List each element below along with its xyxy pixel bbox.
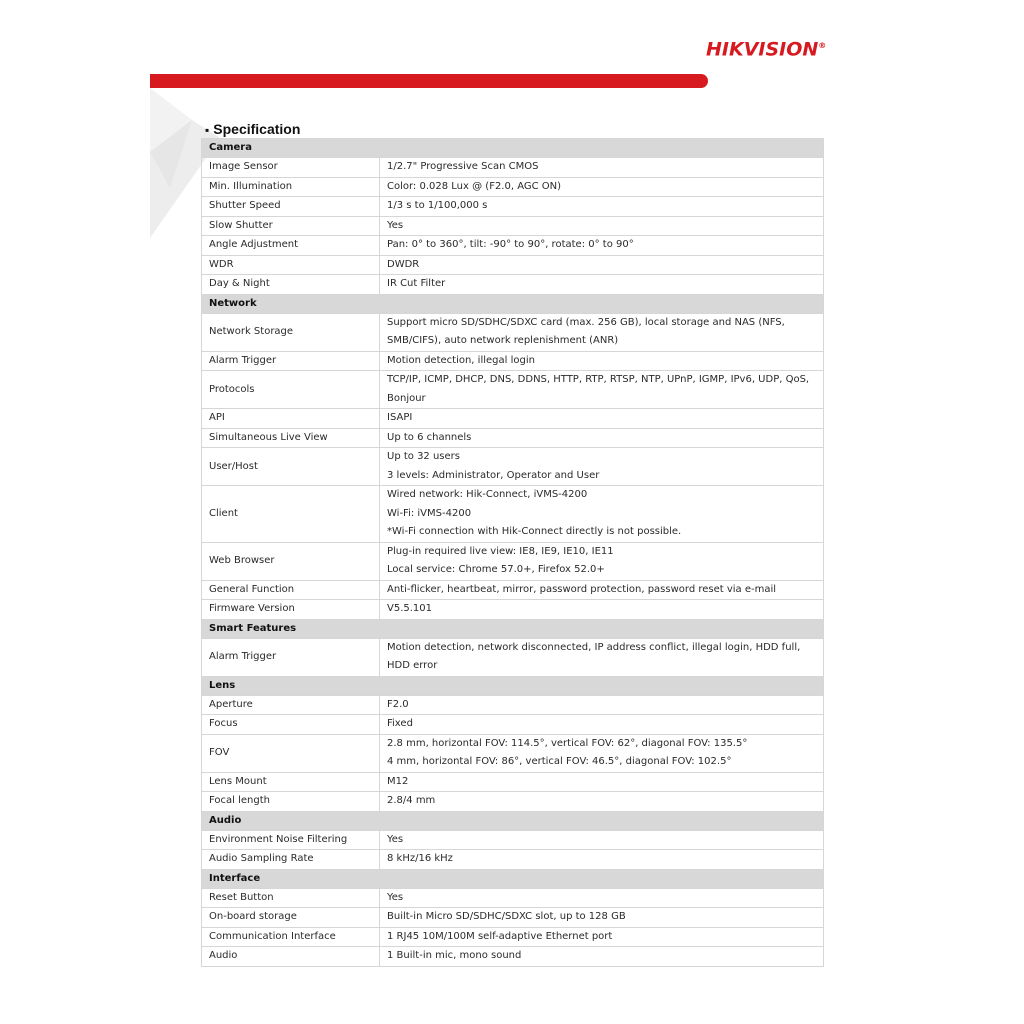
spec-value-line: 8 kHz/16 kHz [387, 853, 453, 864]
spec-row [202, 428, 824, 448]
spec-row [202, 792, 824, 812]
category-title: Smart Features [202, 619, 824, 638]
spec-row [202, 830, 824, 850]
spec-value [380, 908, 824, 928]
spec-label: Focal length [202, 792, 380, 812]
spec-value [380, 850, 824, 870]
spec-value-line: Wi-Fi: iVMS-4200 [387, 507, 472, 519]
spec-label: Day & Night [202, 275, 380, 295]
spec-row [202, 600, 824, 620]
spec-value [380, 542, 824, 580]
spec-label: API [202, 409, 380, 429]
spec-label: Client [202, 486, 380, 543]
spec-value-line: Yes [387, 833, 404, 845]
spec-label: WDR [202, 255, 380, 275]
spec-label: On-board storage [202, 908, 380, 928]
spec-value [380, 177, 824, 197]
spec-value-line: F2.0 [387, 698, 409, 710]
spec-value [380, 734, 824, 772]
spec-label: FOV [202, 734, 380, 772]
spec-value-line: Color: 0.028 Lux @ (F2.0, AGC ON) [387, 180, 562, 192]
spec-value [380, 275, 824, 295]
spec-value-line: 2.8 mm, horizontal FOV: 114.5°, vertical FOV: 62°, diagonal FOV: 135.5° [387, 737, 748, 749]
spec-row [202, 542, 824, 580]
spec-label: General Function [202, 580, 380, 600]
spec-label: Audio [202, 947, 380, 967]
spec-value-line: Yes [387, 219, 404, 231]
spec-row [202, 638, 824, 676]
spec-row [202, 177, 824, 197]
spec-value-line: 1/3 s to 1/100,000 s [387, 200, 488, 211]
category-row [202, 676, 824, 695]
spec-value [380, 371, 824, 409]
spec-value [380, 236, 824, 256]
spec-label: Lens Mount [202, 772, 380, 792]
spec-value [380, 830, 824, 850]
spec-value [380, 638, 824, 676]
spec-value-line: Up to 6 channels [387, 431, 472, 443]
category-row [202, 294, 824, 313]
spec-label: Audio Sampling Rate [202, 850, 380, 870]
spec-value [380, 715, 824, 735]
category-title: Interface [202, 869, 824, 888]
spec-label: Angle Adjustment [202, 236, 380, 256]
spec-value-line: Plug-in required live view: IE8, IE9, IE10, IE11 [387, 545, 614, 557]
spec-value-line: HDD error [387, 660, 438, 671]
spec-value-line: Local service: Chrome 57.0+, Firefox 52.0+ [387, 564, 605, 575]
category-title: Lens [202, 676, 824, 695]
spec-value-line: 1 Built-in mic, mono sound [387, 950, 522, 961]
spec-value [380, 158, 824, 178]
spec-label: Aperture [202, 695, 380, 715]
spec-value [380, 409, 824, 429]
spec-value [380, 947, 824, 967]
spec-row [202, 947, 824, 967]
spec-value [380, 486, 824, 543]
spec-row [202, 236, 824, 256]
spec-value-line: *Wi-Fi connection with Hik-Connect directly is not possible. [387, 526, 682, 537]
spec-value-line: Built-in Micro SD/SDHC/SDXC slot, up to 128 GB [387, 911, 626, 922]
spec-row [202, 409, 824, 429]
spec-value [380, 351, 824, 371]
category-title: Camera [202, 139, 824, 158]
spec-value [380, 255, 824, 275]
spec-row [202, 715, 824, 735]
spec-value-line: 3 levels: Administrator, Operator and User [387, 469, 600, 481]
registered-mark: ® [818, 41, 827, 50]
spec-value [380, 216, 824, 236]
spec-row [202, 850, 824, 870]
spec-value-line: 2.8/4 mm [387, 795, 436, 806]
spec-value-line: 4 mm, horizontal FOV: 86°, vertical FOV: 46.5°, diagonal FOV: 102.5° [387, 756, 732, 767]
spec-value-line: Motion detection, network disconnected, IP address conflict, illegal login, HDD full, [387, 641, 801, 653]
spec-row [202, 448, 824, 486]
brand-logo [706, 32, 846, 60]
spec-value-line: 1/2.7" Progressive Scan CMOS [387, 161, 539, 172]
spec-value-line: SMB/CIFS), auto network replenishment (ANR) [387, 335, 619, 346]
spec-value-line: Yes [387, 891, 404, 903]
spec-value [380, 792, 824, 812]
spec-label: User/Host [202, 448, 380, 486]
spec-row [202, 351, 824, 371]
spec-row [202, 580, 824, 600]
category-row [202, 139, 824, 158]
spec-label: Focus [202, 715, 380, 735]
spec-row [202, 371, 824, 409]
heading-title: Specification [213, 121, 301, 137]
spec-row [202, 908, 824, 928]
spec-row [202, 888, 824, 908]
category-row [202, 811, 824, 830]
spec-row [202, 197, 824, 217]
spec-row [202, 927, 824, 947]
spec-label: Web Browser [202, 542, 380, 580]
spec-value [380, 197, 824, 217]
spec-row [202, 158, 824, 178]
spec-value-line: Motion detection, illegal login [387, 354, 535, 366]
spec-value-line: Anti-flicker, heartbeat, mirror, password protection, password reset via e-mail [387, 583, 777, 595]
spec-value [380, 313, 824, 351]
spec-value [380, 448, 824, 486]
section-heading [205, 119, 300, 139]
spec-value [380, 580, 824, 600]
spec-label: Slow Shutter [202, 216, 380, 236]
spec-value-line: 1 RJ45 10M/100M self-adaptive Ethernet port [387, 930, 613, 942]
spec-value-line: V5.5.101 [387, 603, 433, 614]
category-row [202, 869, 824, 888]
spec-row [202, 734, 824, 772]
spec-value-line: Bonjour [387, 392, 426, 404]
spec-value [380, 695, 824, 715]
spec-label: Simultaneous Live View [202, 428, 380, 448]
spec-table [201, 138, 824, 967]
spec-label: Reset Button [202, 888, 380, 908]
spec-value-line: IR Cut Filter [387, 278, 446, 289]
spec-value [380, 428, 824, 448]
spec-label: Network Storage [202, 313, 380, 351]
heading-bullet: ▪ [205, 123, 210, 137]
spec-value-line: Wired network: Hik-Connect, iVMS-4200 [387, 489, 588, 500]
spec-value [380, 772, 824, 792]
spec-label: Protocols [202, 371, 380, 409]
spec-label: Image Sensor [202, 158, 380, 178]
spec-value [380, 888, 824, 908]
spec-value-line: DWDR [387, 258, 420, 270]
spec-value-line: Fixed [387, 718, 413, 729]
spec-row [202, 772, 824, 792]
spec-value-line: Support micro SD/SDHC/SDXC card (max. 256 GB), local storage and NAS (NFS, [387, 316, 785, 328]
spec-value-line: TCP/IP, ICMP, DHCP, DNS, DDNS, HTTP, RTP, RTSP, NTP, UPnP, IGMP, IPv6, UDP, QoS, [387, 374, 810, 385]
spec-label: Communication Interface [202, 927, 380, 947]
logo-text: HIKVISION [706, 38, 819, 61]
spec-row [202, 275, 824, 295]
spec-row [202, 255, 824, 275]
spec-row [202, 216, 824, 236]
category-row [202, 619, 824, 638]
spec-label: Alarm Trigger [202, 638, 380, 676]
spec-label: Environment Noise Filtering [202, 830, 380, 850]
spec-row [202, 313, 824, 351]
category-title: Audio [202, 811, 824, 830]
spec-table-body [202, 139, 824, 967]
spec-value [380, 927, 824, 947]
spec-row [202, 486, 824, 543]
spec-row [202, 695, 824, 715]
spec-value-line: Up to 32 users [387, 451, 460, 462]
spec-label: Alarm Trigger [202, 351, 380, 371]
header-red-bar [150, 74, 708, 88]
category-title: Network [202, 294, 824, 313]
spec-label: Min. Illumination [202, 177, 380, 197]
spec-label: Firmware Version [202, 600, 380, 620]
spec-label: Shutter Speed [202, 197, 380, 217]
spec-value-line: ISAPI [387, 412, 413, 423]
spec-value-line: Pan: 0° to 360°, tilt: -90° to 90°, rotate: 0° to 90° [387, 239, 634, 250]
spec-value [380, 600, 824, 620]
spec-value-line: M12 [387, 775, 409, 787]
